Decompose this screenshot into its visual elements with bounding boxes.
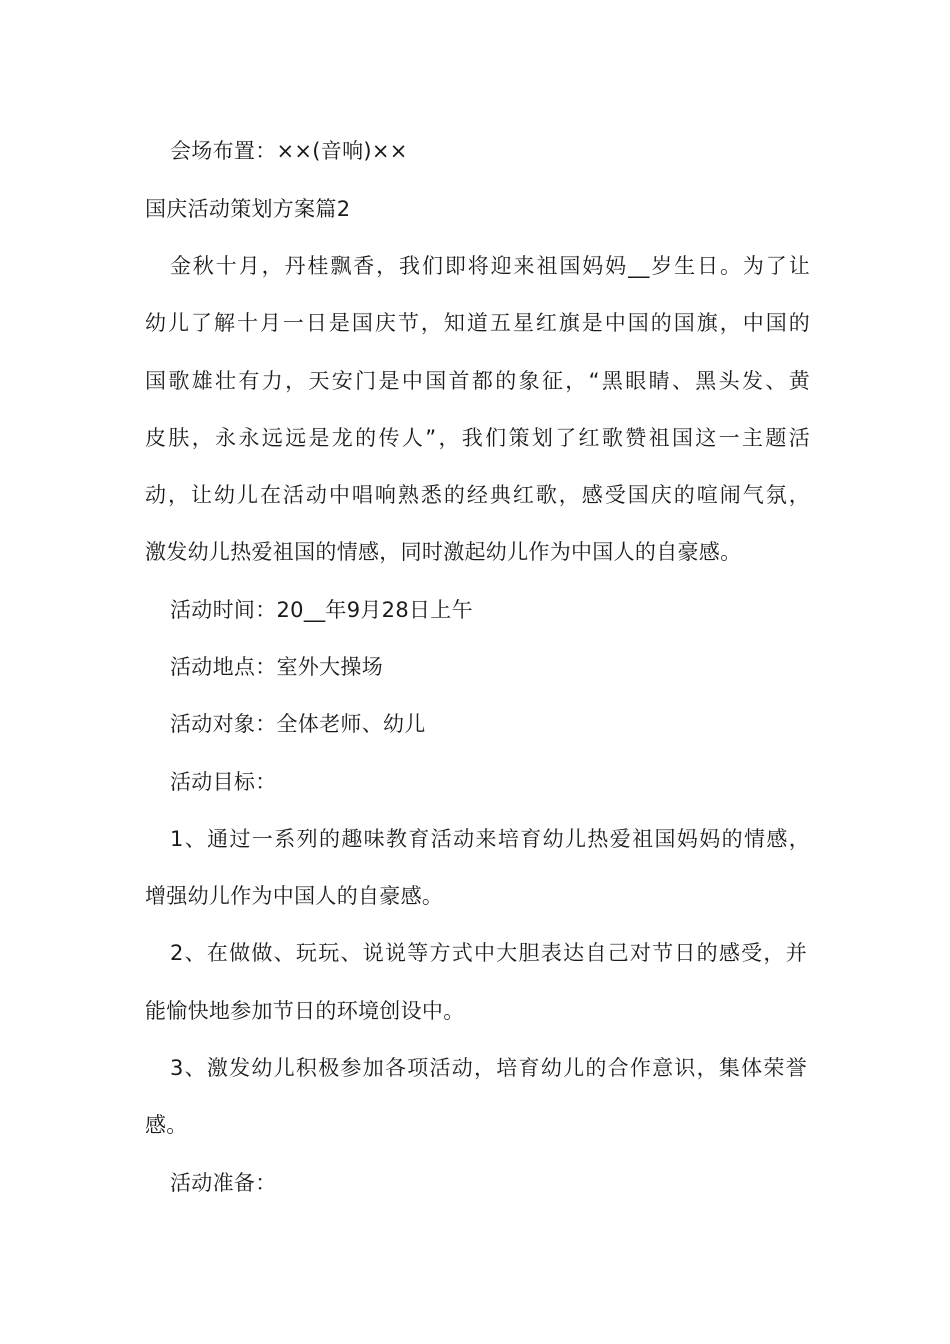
paragraph-line: 动，让幼儿在活动中唱响熟悉的经典红歌，感受国庆的喧闹气氛， [145,483,810,507]
section-heading: 国庆活动策划方案篇2 [145,197,351,221]
paragraph-line: 皮肤，永永远远是龙的传人”，我们策划了红歌赞祖国这一主题活 [145,426,810,450]
goal-item-line: 3、激发幼儿积极参加各项活动，培育幼儿的合作意识，集体荣誉 [170,1056,807,1080]
paragraph-line: 金秋十月，丹桂飘香，我们即将迎来祖国妈妈__岁生日。为了让 [170,254,810,278]
activity-goals-heading: 活动目标： [170,770,277,794]
goal-item-line: 能愉快地参加节日的环境创设中。 [145,999,465,1023]
paragraph-line: 幼儿了解十月一日是国庆节，知道五星红旗是中国的国旗，中国的 [145,311,810,335]
paragraph-line: 激发幼儿热爱祖国的情感，同时激起幼儿作为中国人的自豪感。 [145,540,742,564]
activity-location-line: 活动地点：室外大操场 [170,655,383,679]
goal-item-line: 增强幼儿作为中国人的自豪感。 [145,884,444,908]
activity-preparation-heading: 活动准备： [170,1171,277,1195]
paragraph-line: 国歌雄壮有力，天安门是中国首都的象征，“黑眼睛、黑头发、黄 [145,369,810,393]
goal-item-line: 1、通过一系列的趣味教育活动来培育幼儿热爱祖国妈妈的情感， [170,827,810,851]
goal-item-line: 2、在做做、玩玩、说说等方式中大胆表达自己对节日的感受，并 [170,941,807,965]
activity-audience-line: 活动对象：全体老师、幼儿 [170,712,426,736]
activity-time-line: 活动时间：20__年9月28日上午 [170,598,473,622]
venue-setup-line: 会场布置：××(音响)×× [170,139,408,163]
goal-item-line: 感。 [145,1113,188,1137]
